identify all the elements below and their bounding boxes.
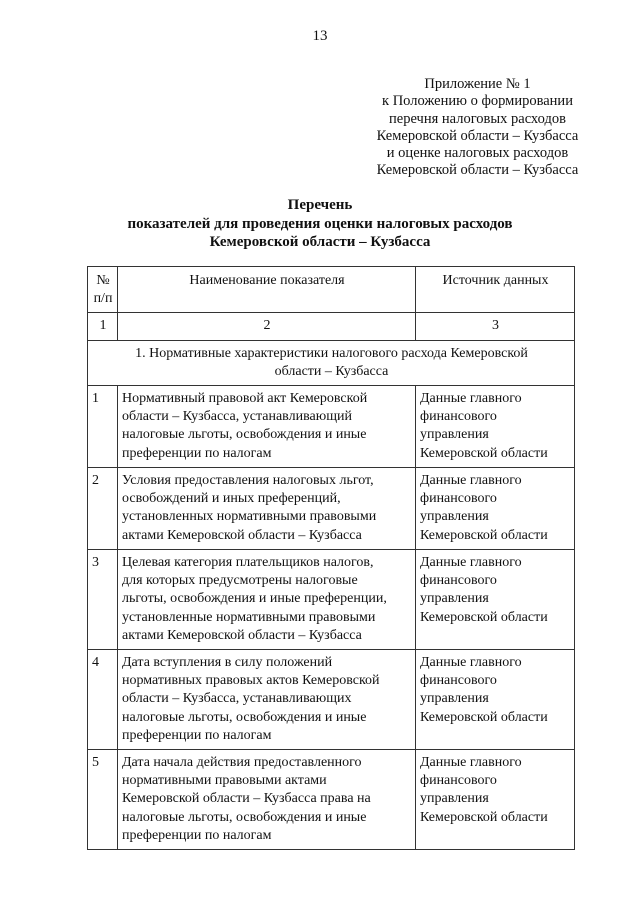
row-indicator-name: [118, 468, 416, 550]
text-line: управления: [420, 691, 489, 707]
text-line: Источник данных: [442, 273, 549, 288]
section-row: [88, 340, 575, 385]
row-indicator-name: [118, 550, 416, 650]
header-number: [88, 267, 118, 313]
text-line: преференции по налогам: [122, 727, 272, 743]
text-line: Наименование показателя: [189, 273, 345, 288]
text-line: Данные главного: [420, 655, 522, 671]
row-number: 2: [88, 468, 118, 550]
text-line: нормативных правовых актов Кемеровской: [122, 673, 380, 689]
text-line: налоговые льготы, освобождения и иные: [122, 809, 367, 825]
column-index: 2: [118, 313, 416, 340]
text-line: управления: [420, 791, 489, 807]
text-line: для которых предусмотрены налоговые: [122, 573, 358, 589]
title-line: Перечень: [287, 197, 353, 213]
text-line: Кемеровской области: [420, 809, 548, 825]
column-index: 1: [88, 313, 118, 340]
text-line: финансового: [420, 573, 497, 589]
text-line: п/п: [93, 291, 113, 307]
text-line: области – Кузбасса: [274, 363, 389, 379]
text-line: актами Кемеровской области – Кузбасса: [122, 527, 362, 543]
column-index-row: [88, 313, 575, 340]
text-line: нормативными правовыми актами: [122, 773, 327, 789]
text-line: области – Кузбасса, устанавливающих: [122, 691, 352, 707]
row-number: 3: [88, 550, 118, 650]
table-row: [88, 468, 575, 550]
row-number: 5: [88, 750, 118, 850]
text-line: управления: [420, 591, 489, 607]
text-line: освобождений и иных преференций,: [122, 491, 341, 507]
text-line: Целевая категория плательщиков налогов,: [122, 555, 374, 571]
header-indicator-name: [118, 267, 416, 313]
table-row: [88, 750, 575, 850]
table-row: [88, 550, 575, 650]
row-number: 1: [88, 386, 118, 468]
appendix-line: и оценке налоговых расходов: [386, 145, 569, 162]
text-line: Условия предоставления налоговых льгот,: [122, 473, 374, 489]
column-index: 3: [416, 313, 575, 340]
text-line: преференции по налогам: [122, 827, 272, 843]
text-line: Кемеровской области: [420, 709, 548, 725]
text-line: Кемеровской области: [420, 527, 548, 543]
text-line: Нормативный правовой акт Кемеровской: [122, 391, 368, 407]
appendix-line: Приложение № 1: [424, 76, 531, 92]
text-line: Данные главного: [420, 555, 522, 571]
text-line: преференции по налогам: [122, 445, 272, 461]
text-line: финансового: [420, 409, 497, 425]
text-line: льготы, освобождения и иные преференции,: [122, 591, 387, 607]
text-line: Кемеровской области – Кузбасса права на: [122, 791, 371, 807]
table-row: [88, 650, 575, 750]
text-line: 1. Нормативные характеристики налогового расхода Кемеровской: [135, 345, 528, 361]
row-indicator-name: [118, 386, 416, 468]
text-line: Данные главного: [420, 755, 522, 771]
text-line: Дата начала действия предоставленного: [122, 755, 362, 771]
text-line: финансового: [420, 491, 497, 507]
text-line: установленных нормативными правовыми: [122, 509, 377, 525]
appendix-line: к Положению о формировании: [382, 93, 573, 110]
header-data-source: [416, 267, 575, 313]
section-title: [88, 340, 575, 385]
text-line: Кемеровской области: [420, 445, 548, 461]
text-line: области – Кузбасса, устанавливающий: [122, 409, 352, 425]
text-line: налоговые льготы, освобождения и иные: [122, 709, 367, 725]
row-indicator-name: [118, 650, 416, 750]
row-data-source: [416, 750, 575, 850]
row-data-source: [416, 386, 575, 468]
table-row: [88, 386, 575, 468]
text-line: Данные главного: [420, 473, 522, 489]
document-title: [0, 196, 640, 252]
row-data-source: [416, 650, 575, 750]
row-data-source: [416, 550, 575, 650]
row-number: 4: [88, 650, 118, 750]
appendix-line: Кемеровской области – Кузбасса: [376, 127, 579, 144]
page-number: 13: [312, 28, 328, 44]
text-line: Кемеровской области: [420, 609, 548, 625]
text-line: финансового: [420, 773, 497, 789]
title-line: показателей для проведения оценки налоговых расходов: [127, 215, 513, 232]
text-line: управления: [420, 427, 489, 443]
title-line: Кемеровской области – Кузбасса: [209, 234, 431, 250]
row-data-source: [416, 468, 575, 550]
text-line: Дата вступления в силу положений: [122, 655, 333, 671]
text-line: финансового: [420, 673, 497, 689]
text-line: №: [96, 273, 110, 288]
appendix-line: Кемеровской области – Кузбасса: [376, 162, 579, 179]
text-line: актами Кемеровской области – Кузбасса: [122, 627, 362, 643]
table-header-row: [88, 267, 575, 313]
text-line: налоговые льготы, освобождения и иные: [122, 427, 367, 443]
appendix-note: [360, 76, 595, 180]
indicators-table: [87, 266, 575, 850]
text-line: управления: [420, 509, 489, 525]
text-line: установленные нормативными правовыми: [122, 609, 376, 625]
row-indicator-name: [118, 750, 416, 850]
appendix-line: перечня налоговых расходов: [389, 110, 566, 127]
text-line: Данные главного: [420, 391, 522, 407]
